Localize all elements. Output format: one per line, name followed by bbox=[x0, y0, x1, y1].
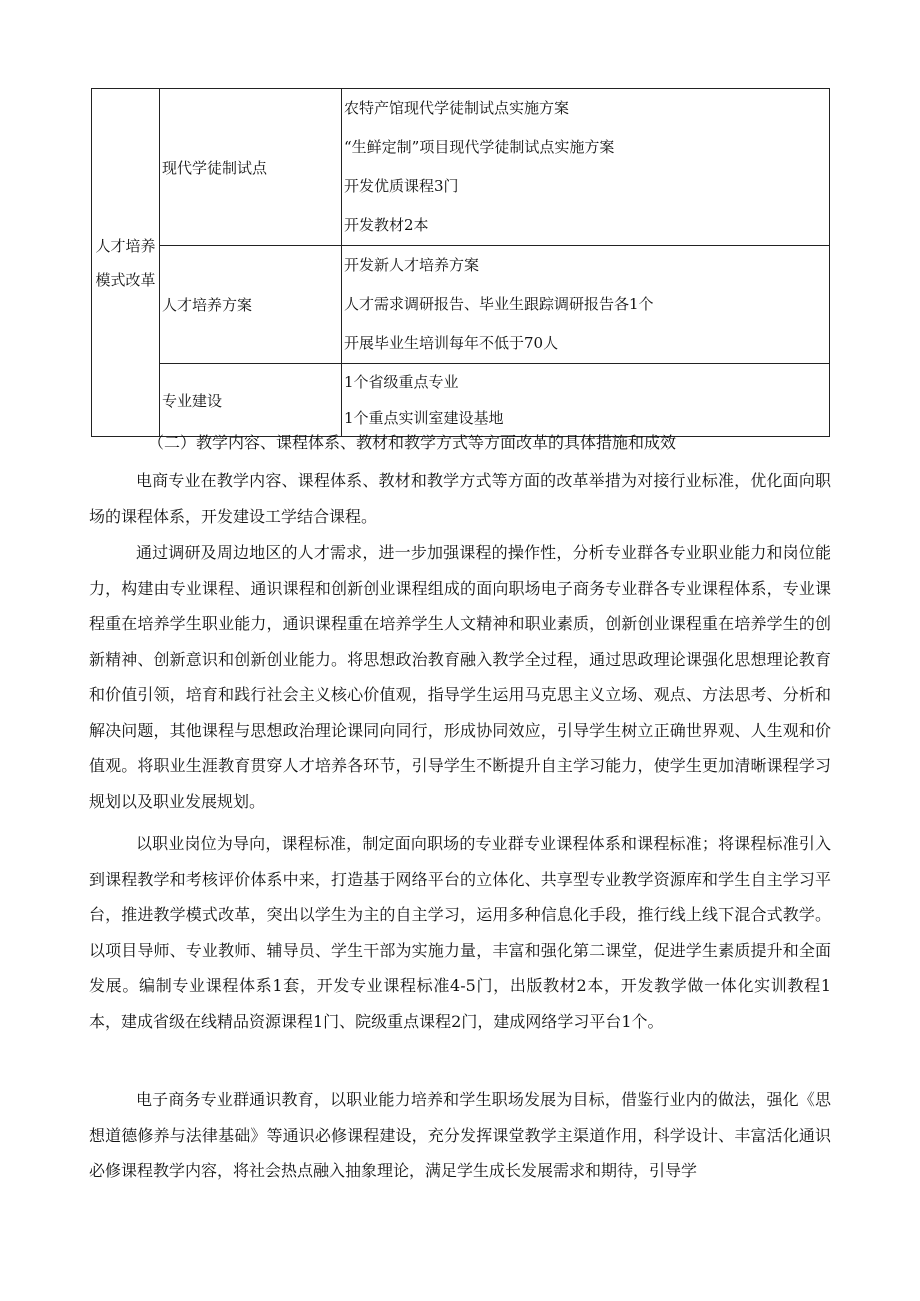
item-cell: 现代学徒制试点 bbox=[160, 89, 342, 246]
item-cell: 人才培养方案 bbox=[160, 246, 342, 364]
output-line: 人才需求调研报告、毕业生跟踪调研报告各1个 bbox=[344, 295, 654, 313]
output-line: “生鲜定制”项目现代学徒制试点实施方案 bbox=[344, 138, 615, 156]
output-line: 开展毕业生培训每年不低于70人 bbox=[344, 334, 559, 352]
category-cell: 人才培养模式改革 bbox=[92, 89, 160, 437]
outputs-cell bbox=[342, 89, 830, 246]
table-row bbox=[92, 246, 830, 364]
item-cell: 专业建设 bbox=[160, 364, 342, 437]
output-line: 农特产馆现代学徒制试点实施方案 bbox=[344, 99, 570, 117]
output-line: 1个重点实训室建设基地 bbox=[344, 409, 504, 427]
reform-table bbox=[91, 88, 830, 437]
paragraph: 电子商务专业群通识教育，以职业能力培养和学生职场发展为目标，借鉴行业内的做法，强化《思想道德修养与法律基础》等通识必修课程建设，充分发挥课堂教学主渠道作用，科学设计、丰富活化通识必修课程教学内容，将社会热点融入抽象理论，满足学生成长发展需求和期待，引导学 bbox=[89, 1090, 831, 1180]
output-line: 开发新人才培养方案 bbox=[344, 256, 480, 274]
output-line: 开发教材2本 bbox=[344, 216, 429, 234]
section-heading: （二）教学内容、课程体系、教材和教学方式等方面改革的具体措施和成效 bbox=[148, 433, 677, 452]
output-line: 1个省级重点专业 bbox=[344, 373, 459, 391]
paragraph: 以职业岗位为导向，课程标准，制定面向职场的专业群专业课程体系和课程标准；将课程标准引入到课程教学和考核评价体系中来，打造基于网络平台的立体化、共享型专业教学资源库和学生自主学习平台，推进教学模式改革，突出以学生为主的自主学习，运用多种信息化手段，推行线上线下混合式教学。以项目导师、专业教师、辅导员、学生干部为实施力量，丰富和强化第二课堂，促进学生素质提升和全面发展。编制专业课程体系1套，开发专业课程标准4-5门，出版教材2本，开发教学做一体化实训教程1本，建成省级在线精品资源课程1门、院级重点课程2门，建成网络学习平台1个。 bbox=[89, 834, 831, 1031]
paragraph: 通过调研及周边地区的人才需求，进一步加强课程的操作性，分析专业群各专业职业能力和岗位能力，构建由专业课程、通识课程和创新创业课程组成的面向职场电子商务专业群各专业课程体系，专业课程重在培养学生职业能力，通识课程重在培养学生人文精神和职业素质，创新创业课程重在培养学生的创新精神、创新意识和创新创业能力。将思想政治教育融入教学全过程，通过思政理论课强化思想理论教育和价值引领，培育和践行社会主义核心价值观，指导学生运用马克思主义立场、观点、方法思考、分析和解决问题，其他课程与思想政治理论课同向同行，形成协同效应，引导学生树立正确世界观、人生观和价值观。将职业生涯教育贯穿人才培养各环节，引导学生不断提升自主学习能力，使学生更加清晰课程学习规划以及职业发展规划。 bbox=[89, 543, 831, 811]
table-row bbox=[92, 89, 830, 246]
outputs-cell bbox=[342, 364, 830, 437]
outputs-cell bbox=[342, 246, 830, 364]
paragraph: 电商专业在教学内容、课程体系、教材和教学方式等方面的改革举措为对接行业标准，优化面向职场的课程体系，开发建设工学结合课程。 bbox=[89, 471, 831, 526]
table-row bbox=[92, 364, 830, 437]
output-line: 开发优质课程3门 bbox=[344, 177, 459, 195]
